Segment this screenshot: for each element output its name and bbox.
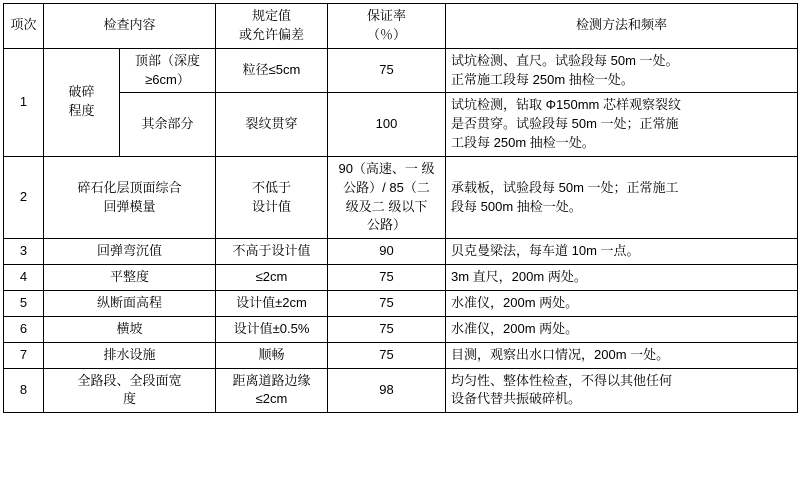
row-rate-line1: 90（高速、一 级 (338, 160, 435, 176)
row-value-line2: 设计值 (252, 198, 292, 214)
row-value: 粒径≤5cm (216, 48, 328, 93)
row-item: 回弹弯沉值 (44, 239, 216, 265)
table-header-row (4, 4, 798, 49)
row-subitem-line2: ≥6cm） (145, 71, 190, 87)
row-value-line1: 不低于 (252, 179, 292, 195)
row-rate-line4: 公路） (367, 217, 407, 233)
row-item: 纵断面高程 (44, 290, 216, 316)
header-value-line2: 或允许偏差 (239, 26, 305, 42)
table-row (4, 342, 798, 368)
row-value: 不高于设计值 (216, 239, 328, 265)
row-method (446, 368, 798, 413)
table-row (4, 368, 798, 413)
row-method: 水准仪，200m 两处。 (446, 290, 798, 316)
table-row (4, 93, 798, 157)
row-rate: 75 (328, 265, 446, 291)
row-value: ≤2cm (216, 265, 328, 291)
header-value (216, 4, 328, 49)
row-value: 顺畅 (216, 342, 328, 368)
row-method-line1: 试坑检测，钻取 Φ150mm 芯样观察裂纹 (451, 97, 681, 113)
row-no: 7 (4, 342, 44, 368)
header-value-line1: 规定值 (252, 8, 292, 23)
row-value-line2: ≤2cm (255, 391, 288, 407)
row-rate: 100 (328, 93, 446, 157)
specification-table (3, 3, 798, 413)
row-no: 6 (4, 316, 44, 342)
row-method-line2: 设备代替共振破碎机。 (451, 391, 582, 407)
row-no: 1 (4, 48, 44, 156)
row-method (446, 48, 798, 93)
row-subitem-line1: 顶部（深度 (135, 52, 201, 68)
row-method (446, 156, 798, 238)
row-item: 排水设施 (44, 342, 216, 368)
row-no: 8 (4, 368, 44, 413)
row-item: 平整度 (44, 265, 216, 291)
row-item (44, 156, 216, 238)
row-no: 3 (4, 239, 44, 265)
row-method-line1: 承载板，试验段每 50m 一处；正常施工 (451, 179, 679, 195)
table-row (4, 48, 798, 93)
row-item-line1: 全路段、全段面宽 (77, 372, 182, 388)
row-item (44, 368, 216, 413)
row-item-line1: 碎石化层顶面综合 (77, 179, 182, 195)
document-page (0, 3, 800, 494)
table-row (4, 156, 798, 238)
row-rate: 90 (328, 239, 446, 265)
row-value (216, 368, 328, 413)
table-row (4, 265, 798, 291)
row-rate: 98 (328, 368, 446, 413)
row-method-line1: 均匀性、整体性检查，不得以其他任何 (451, 372, 673, 388)
row-rate: 75 (328, 48, 446, 93)
row-value: 设计值±0.5% (216, 316, 328, 342)
row-rate: 75 (328, 316, 446, 342)
row-item-line1: 破碎 (68, 84, 95, 100)
row-subitem (120, 48, 216, 93)
header-content: 检查内容 (44, 4, 216, 49)
row-subitem: 其余部分 (120, 93, 216, 157)
row-rate (328, 156, 446, 238)
header-no: 项次 (4, 4, 44, 49)
row-method (446, 93, 798, 157)
row-rate: 75 (328, 342, 446, 368)
header-rate-line1: 保证率 (367, 8, 407, 23)
row-value (216, 156, 328, 238)
row-item-line2: 程度 (68, 103, 95, 119)
table-row (4, 239, 798, 265)
row-method: 目测，观察出水口情况，200m 一处。 (446, 342, 798, 368)
row-value: 设计值±2cm (216, 290, 328, 316)
header-rate-line2: （％） (367, 26, 407, 42)
row-value: 裂纹贯穿 (216, 93, 328, 157)
row-method: 水准仪，200m 两处。 (446, 316, 798, 342)
header-rate (328, 4, 446, 49)
row-method-line1: 试坑检测、直尺。试验段每 50m 一处。 (451, 52, 679, 68)
row-no: 4 (4, 265, 44, 291)
row-method-line2: 正常施工段每 250m 抽检一处。 (451, 71, 634, 87)
row-no: 5 (4, 290, 44, 316)
row-no: 2 (4, 156, 44, 238)
header-method: 检测方法和频率 (446, 4, 798, 49)
table-row (4, 316, 798, 342)
row-value-line1: 距离道路边缘 (232, 372, 311, 388)
row-method-line2: 段每 500m 抽检一处。 (451, 198, 582, 214)
row-item: 横坡 (44, 316, 216, 342)
row-method-line3: 工段每 250m 抽检一处。 (451, 135, 595, 151)
row-rate: 75 (328, 290, 446, 316)
row-item-line2: 回弹模量 (103, 198, 156, 214)
row-item (44, 48, 120, 156)
row-rate-line2: 公路）/ 85（二 (343, 179, 430, 195)
row-rate-line3: 级及二 级以下 (345, 198, 428, 214)
row-item-line2: 度 (123, 391, 137, 407)
row-method: 贝克曼梁法，每车道 10m 一点。 (446, 239, 798, 265)
row-method-line2: 是否贯穿。试验段每 50m 一处；正常施 (451, 116, 679, 132)
table-row (4, 290, 798, 316)
row-method: 3m 直尺，200m 两处。 (446, 265, 798, 291)
